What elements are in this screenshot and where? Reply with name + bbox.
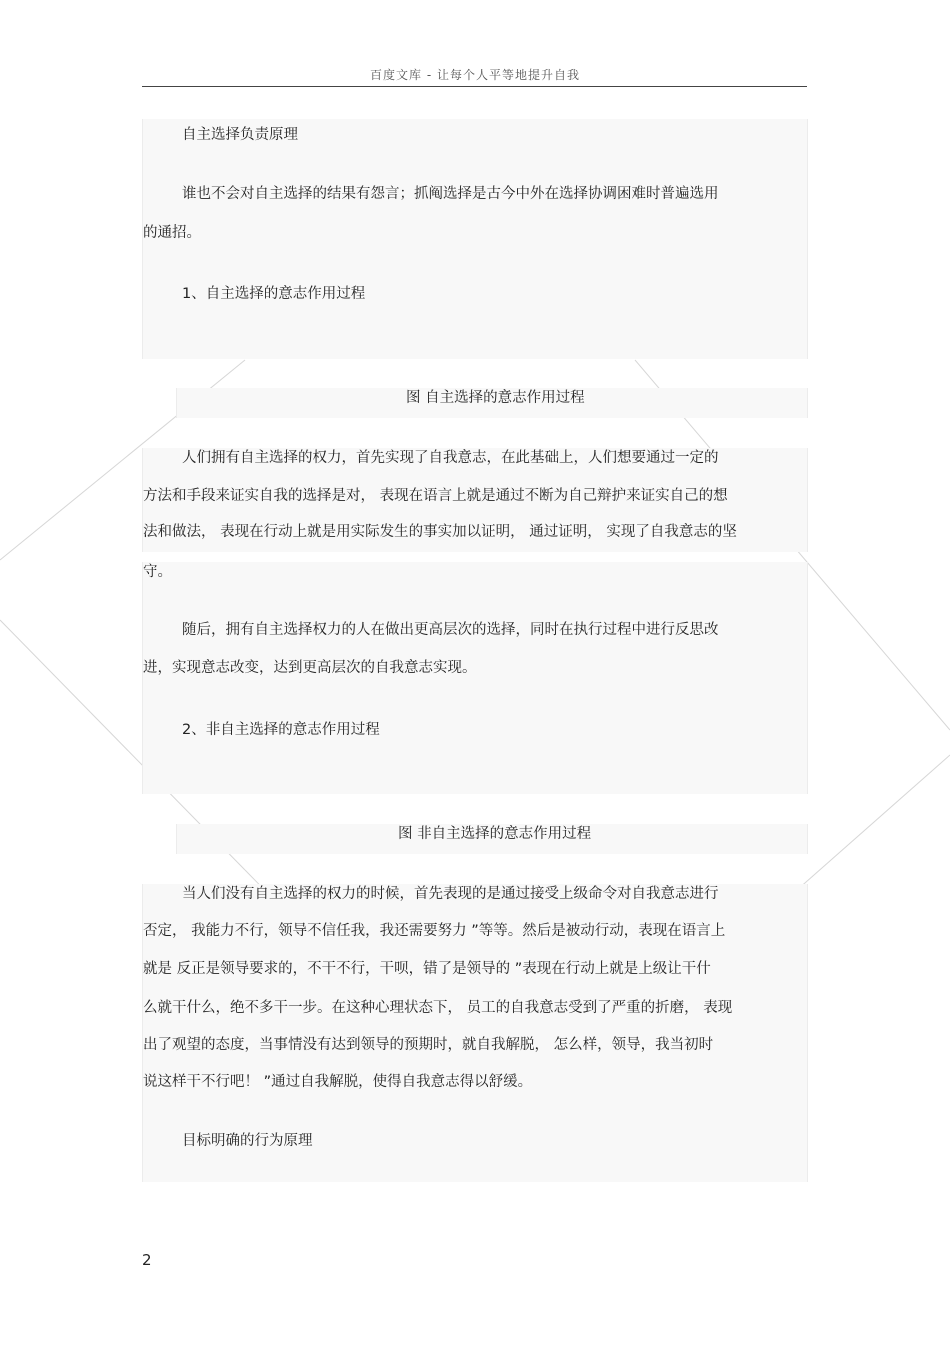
paragraph-line: 随后，拥有自主选择权力的人在做出更高层次的选择，同时在执行过程中进行反思改 bbox=[182, 622, 719, 638]
page-number: 2 bbox=[142, 1251, 152, 1269]
figure-caption: 图 自主选择的意志作用过程 bbox=[406, 390, 585, 406]
paragraph-line: 守。 bbox=[143, 564, 172, 580]
figure-caption: 图 非自主选择的意志作用过程 bbox=[398, 826, 592, 842]
header-divider bbox=[142, 86, 807, 87]
paragraph-line: 否定， 我能力不行，领导不信任我，我还需要努力 ”等等。然后是被动行动，表现在语言上 bbox=[143, 923, 726, 939]
subsection-heading: 2、非自主选择的意志作用过程 bbox=[182, 722, 380, 738]
paragraph-line: 就是 反正是领导要求的，不干不行，干呗，错了是领导的 ”表现在行动上就是上级让干什 bbox=[143, 961, 711, 977]
section-heading: 目标明确的行为原理 bbox=[182, 1133, 313, 1149]
paragraph-line: 进，实现意志改变，达到更高层次的自我意志实现。 bbox=[143, 660, 477, 676]
paragraph-line: 么就干什么，绝不多干一步。在这种心理状态下， 员工的自我意志受到了严重的折磨， 表现 bbox=[143, 1000, 733, 1016]
paragraph-line: 谁也不会对自主选择的结果有怨言；抓阄选择是古今中外在选择协调困难时普遍选用 bbox=[182, 186, 719, 202]
text-block-3 bbox=[142, 562, 808, 794]
page-header: 百度文库 - 让每个人平等地提升自我 bbox=[370, 68, 580, 82]
paragraph-line: 方法和手段来证实自我的选择是对， 表现在语言上就是通过不断为自己辩护来证实自己的想 bbox=[143, 488, 728, 504]
subsection-heading: 1、自主选择的意志作用过程 bbox=[182, 286, 366, 302]
paragraph-line: 法和做法， 表现在行动上就是用实际发生的事实加以证明， 通过证明， 实现了自我意志的坚 bbox=[143, 524, 737, 540]
paragraph-line: 当人们没有自主选择的权力的时候，首先表现的是通过接受上级命令对自我意志进行 bbox=[182, 886, 719, 902]
text-block-1 bbox=[142, 119, 808, 359]
section-heading: 自主选择负责原理 bbox=[182, 127, 298, 143]
paragraph-line: 的通招。 bbox=[143, 225, 201, 241]
paragraph-line: 出了观望的态度，当事情没有达到领导的预期时，就自我解脱， 怎么样，领导，我当初时 bbox=[143, 1037, 714, 1053]
paragraph-line: 说这样干不行吧！ ”通过自我解脱，使得自我意志得以舒缓。 bbox=[143, 1074, 533, 1090]
paragraph-line: 人们拥有自主选择的权力，首先实现了自我意志，在此基础上，人们想要通过一定的 bbox=[182, 450, 719, 466]
